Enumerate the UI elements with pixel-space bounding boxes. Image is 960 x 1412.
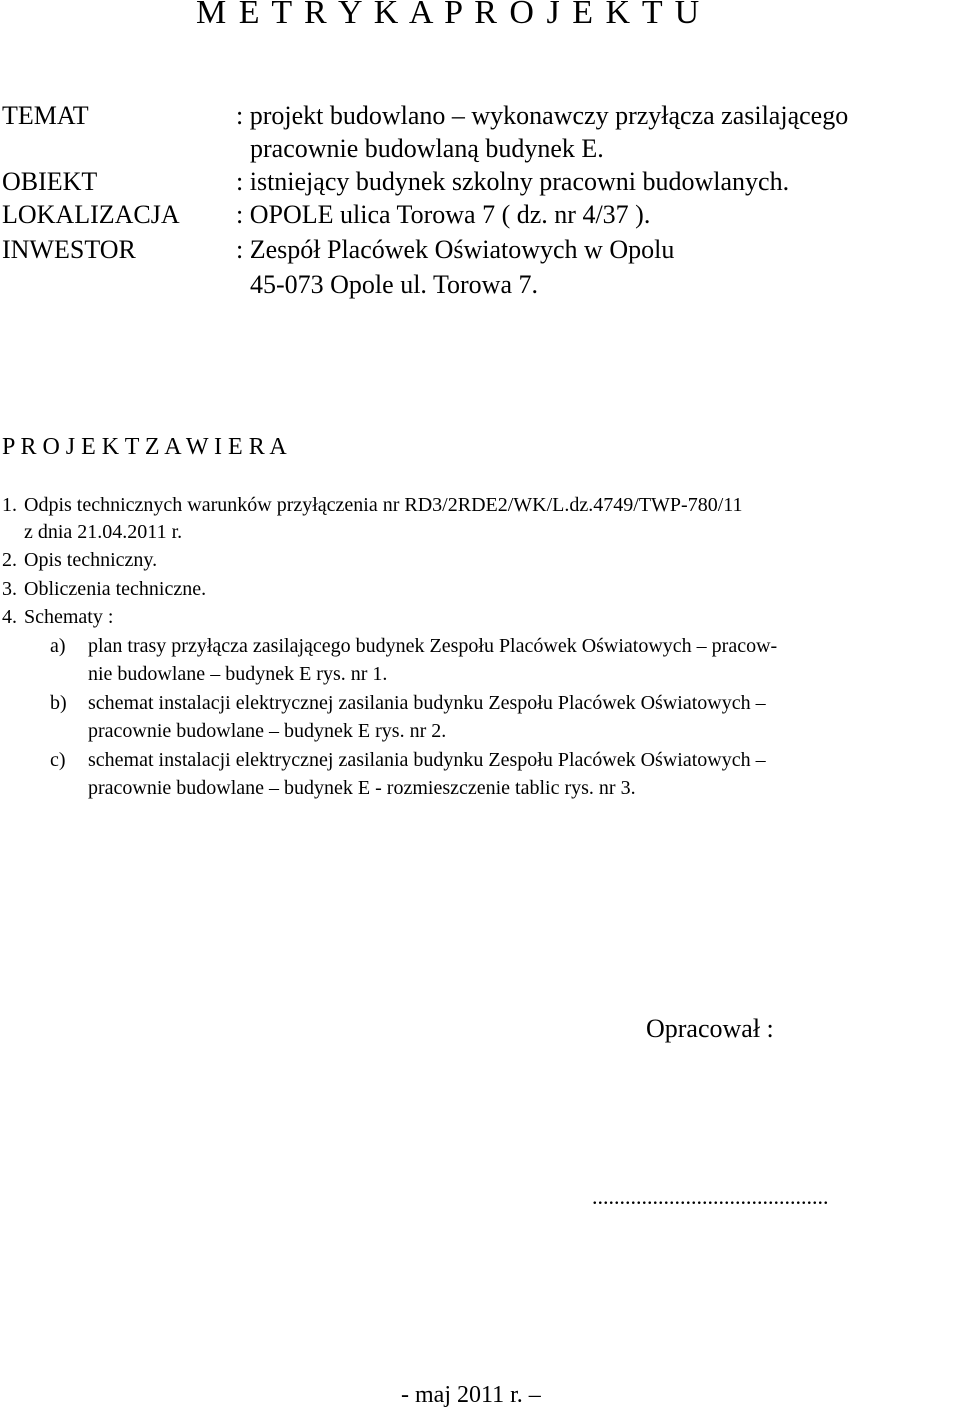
- value-lokalizacja: : OPOLE ulica Torowa 7 ( dz. nr 4/37 ).: [236, 200, 651, 229]
- label-obiekt: OBIEKT: [2, 167, 98, 196]
- sub-item-b-letter: b): [50, 692, 67, 714]
- value-temat-line1: : projekt budowlano – wykonawczy przyłącza zasilającego: [236, 101, 849, 130]
- list-item-2-text: Opis techniczny.: [24, 549, 158, 571]
- list-item-4-number: 4.: [2, 606, 17, 628]
- label-lokalizacja: LOKALIZACJA: [2, 200, 180, 229]
- list-item-1-line2: z dnia 21.04.2011 r.: [24, 521, 183, 543]
- document-title: M E T R Y K A P R O J E K T U: [196, 0, 700, 31]
- value-inwestor-line1: : Zespół Placówek Oświatowych w Opolu: [236, 235, 675, 264]
- sub-item-c-line2: pracownie budowlane – budynek E - rozmieszczenie tablic rys. nr 3.: [88, 777, 636, 799]
- list-item-2-number: 2.: [2, 549, 17, 571]
- sub-item-c-letter: c): [50, 749, 66, 771]
- sub-item-c-line1: schemat instalacji elektrycznej zasilania budynku Zespołu Placówek Oświatowych –: [88, 749, 766, 771]
- signature-label: Opracował :: [646, 1014, 774, 1043]
- list-item-3-text: Obliczenia techniczne.: [24, 578, 207, 600]
- list-item-1-line1: Odpis technicznych warunków przyłączenia nr RD3/2RDE2/WK/L.dz.4749/TWP-780/11: [24, 494, 743, 516]
- label-inwestor: INWESTOR: [2, 235, 136, 264]
- label-temat: TEMAT: [2, 101, 89, 130]
- signature-line: ...........................................: [592, 1184, 829, 1209]
- sub-item-a-letter: a): [50, 635, 66, 657]
- list-item-1-number: 1.: [2, 494, 17, 516]
- value-temat-line2: pracownie budowlaną budynek E.: [250, 134, 604, 163]
- sub-item-a-line1: plan trasy przyłącza zasilającego budynek Zespołu Placówek Oświatowych – pracow-: [88, 635, 778, 657]
- section-heading: P R O J E K T Z A W I E R A: [2, 434, 287, 460]
- value-inwestor-line2: 45-073 Opole ul. Torowa 7.: [250, 270, 538, 299]
- footer-date: - maj 2011 r. –: [401, 1382, 541, 1408]
- sub-item-a-line2: nie budowlane – budynek E rys. nr 1.: [88, 663, 388, 685]
- sub-item-b-line1: schemat instalacji elektrycznej zasilania budynku Zespołu Placówek Oświatowych –: [88, 692, 766, 714]
- list-item-3-number: 3.: [2, 578, 17, 600]
- list-item-4-text: Schematy :: [24, 606, 114, 628]
- value-obiekt: : istniejący budynek szkolny pracowni budowlanych.: [236, 167, 790, 196]
- sub-item-b-line2: pracownie budowlane – budynek E rys. nr 2.: [88, 720, 447, 742]
